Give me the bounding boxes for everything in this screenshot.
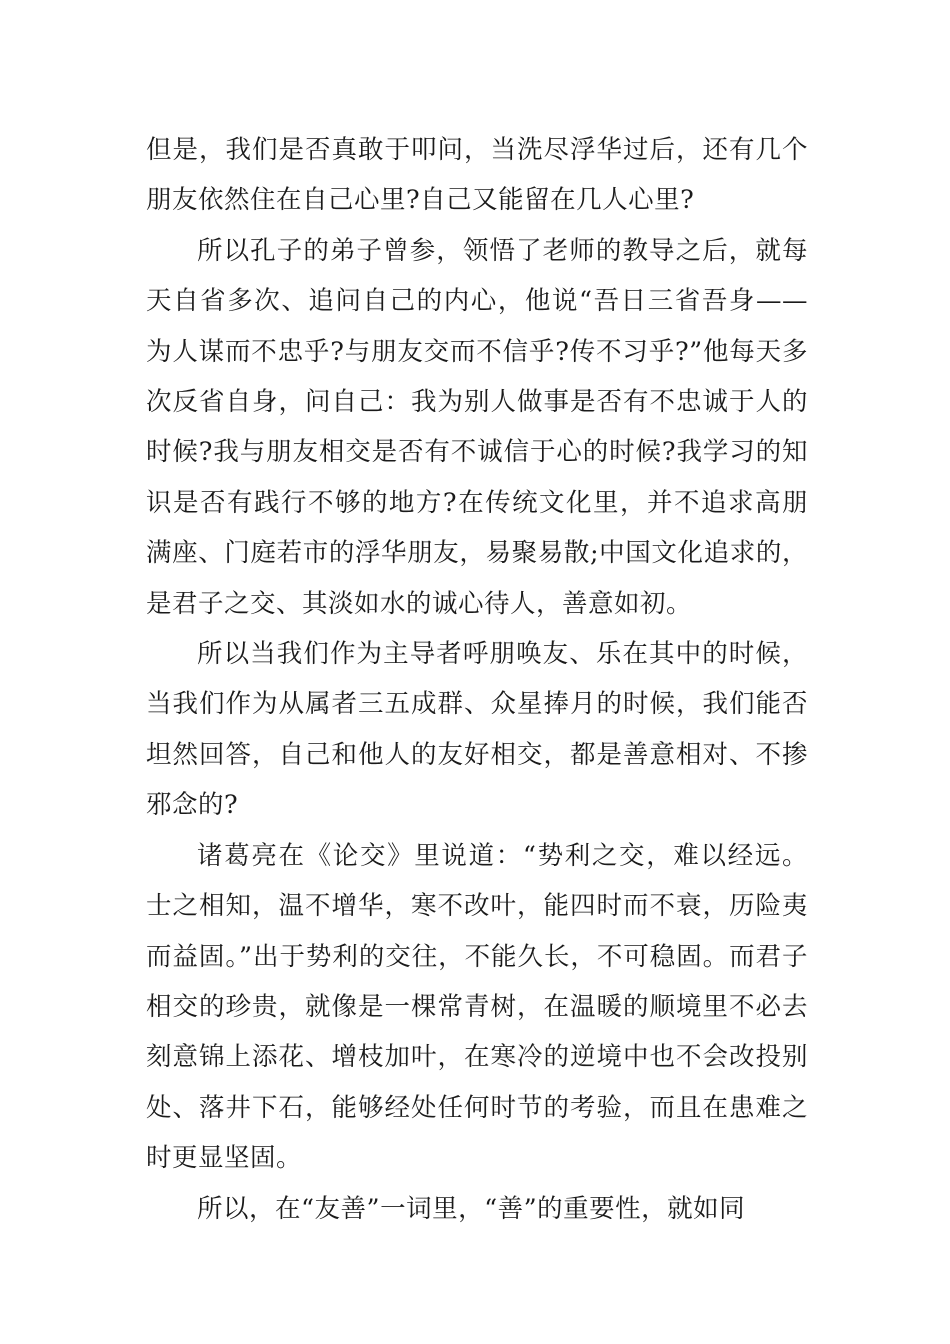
paragraph-youshan: 所以，在“友善”一词里，“善”的重要性，就如同 — [197, 1193, 746, 1224]
document-body — [146, 125, 808, 1234]
paragraph-leader-follower: 所以当我们作为主导者呼朋唤友、乐在其中的时候，当我们作为从属者三五成群、众星捧月的时候，我们能否坦然回答，自己和他人的友好相交，都是善意相对、不掺邪念的? — [146, 639, 808, 821]
paragraph-continued: 但是，我们是否真敢于叩问，当洗尽浮华过后，还有几个朋友依然住在自己心里?自己又能留在几人心里? — [146, 135, 808, 216]
paragraph-zhugeliang: 诸葛亮在《论交》里说道：“势利之交，难以经远。士之相知，温不增华，寒不改叶，能四时而不衰，历险夷而益固。”出于势利的交往，不能久长，不可稳固。而君子相交的珍贵，就像是一棵常青树，在温暖的顺境里不必去刻意锦上添花、增枝加叶，在寒冷的逆境中也不会改投别处、落井下石，能够经处任何时节的考验，而且在患难之时更显坚固。 — [146, 840, 808, 1174]
paragraph-zengshen: 所以孔子的弟子曾参，领悟了老师的教导之后，就每天自省多次、追问自己的内心，他说“吾日三省吾身——为人谋而不忠乎?与朋友交而不信乎?传不习乎?”他每天多次反省自身，问自己：我为别人做事是否有不忠诚于人的时候?我与朋友相交是否有不诚信于心的时候?我学习的知识是否有践行不够的地方?在传统文化里，并不追求高朋满座、门庭若市的浮华朋友，易聚易散;中国文化追求的，是君子之交、其淡如水的诚心待人，善意如初。 — [146, 235, 808, 619]
